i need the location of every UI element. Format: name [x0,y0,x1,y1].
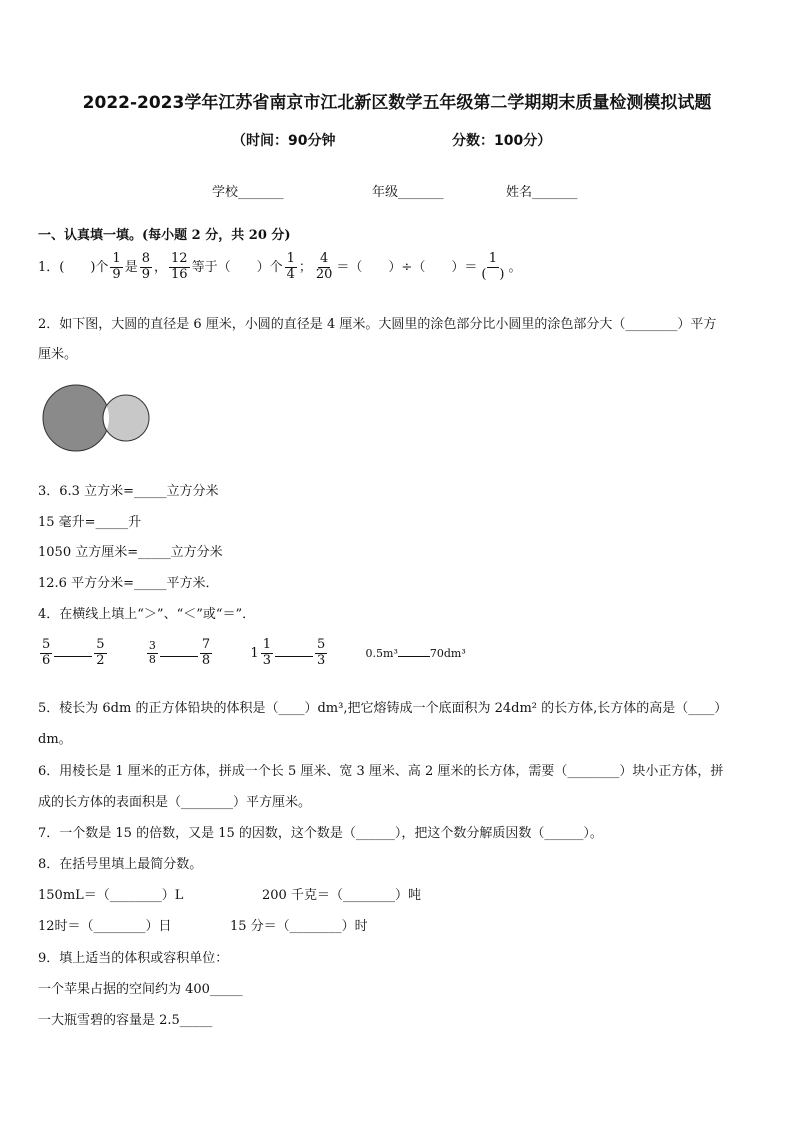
question-9-stem: 9．填上适当的体积或容积单位： [38,951,229,966]
question-8-a: 150mL＝（________）L [38,888,184,903]
question-1: 1．( )个 $\frac{1}{9}$ 是 $\frac{8}{9}$ ， $\frac{12}{16}$ 等于（ ）个 $\frac{1}{4}$ ； $\frac{4}{20}$ ＝（ ）÷（ ）＝ $\frac{1}{( )}$ 。 [38,251,522,282]
small-circle [103,395,149,441]
question-8-d: 15 分＝（________）时 [230,919,368,934]
question-3-line-2: 15 毫升=_____升 [38,515,142,530]
question-2-line-1: 2．如下图，大圆的直径是 6 厘米，小圆的直径是 4 厘米。大圆里的涂色部分比小圆里的涂色部分大（________）平方 [38,317,717,332]
question-8-b: 200 千克＝（________）吨 [262,888,421,903]
fraction: $\frac{1}{4}$ [286,251,295,282]
fraction: $\frac{5}{3}$ [316,637,326,668]
fraction: $\frac{4}{20}$ [315,251,333,282]
answer-blank [398,644,430,657]
fraction: $\frac{1}{9}$ [112,251,121,282]
name-field: 姓名_______ [506,185,578,200]
question-3-line-1: 3．6.3 立方米=_____立方分米 [38,484,219,499]
exam-score: 分数：100分） [452,133,552,149]
exam-time: （时间：90分钟 [232,133,336,149]
question-6-line-1: 6．用棱长是 1 厘米的正方体，拼成一个长 5 厘米、宽 3 厘米、高 2 厘米的长方体，需要（________）块小正方体，拼 [38,764,724,779]
answer-blank [160,644,198,657]
big-circle [43,385,109,451]
question-5-line-1: 5．棱长为 6dm 的正方体铅块的体积是（____）dm³,把它熔铸成一个底面积为 24dm² 的长方体,长方体的高是（____） [38,701,728,716]
question-2-line-2: 厘米。 [38,347,78,362]
answer-blank [54,644,92,657]
question-3-line-4: 12.6 平方分米=_____平方米． [38,576,219,591]
question-4-items: $\frac{5}{6}$ $\frac{5}{2}$ $\frac{3}{8}$ $\frac{7}{8}$ 1 $\frac{1}{3}$ $\frac{5}{3}$ 0.5m³ 70dm³ [42,637,466,668]
exam-title: 2022-2023学年江苏省南京市江北新区数学五年级第二学期期末质量检测模拟试题 [82,93,712,113]
question-9-b: 一大瓶雪碧的容量是 2.5_____ [38,1013,213,1028]
grade-field: 年级_______ [372,185,444,200]
question-8-stem: 8．在括号里填上最简分数。 [38,857,203,872]
question-5-line-2: dm。 [38,732,72,747]
fraction: $\frac{12}{16}$ [171,251,188,282]
fraction: $\frac{1}{3}$ [262,637,271,668]
fraction: $\frac{1}{( )}$ [481,251,505,282]
question-9-a: 一个苹果占据的空间约为 400_____ [38,982,243,997]
question-6-line-2: 成的长方体的表面积是（________）平方厘米。 [38,795,312,810]
school-field: 学校_______ [212,185,284,200]
answer-blank [275,644,313,657]
fraction: $\frac{3}{8}$ [148,639,156,666]
fraction: $\frac{5}{6}$ [42,637,51,668]
question-3-line-3: 1050 立方厘米=_____立方分米 [38,545,223,560]
section-heading: 一、认真填一填。(每小题 2 分，共 20 分) [38,228,291,243]
fraction: $\frac{7}{8}$ [201,637,211,668]
question-7: 7．一个数是 15 的倍数，又是 15 的因数，这个数是（______），把这个数分解质因数（______）。 [38,826,603,841]
fraction: $\frac{8}{9}$ [141,251,150,282]
question-4-stem: 4．在横线上填上“＞”、“＜”或“＝”． [38,607,256,622]
question-8-c: 12时＝（________）日 [38,919,172,934]
circles-figure [40,380,155,460]
fraction: $\frac{5}{2}$ [96,637,105,668]
